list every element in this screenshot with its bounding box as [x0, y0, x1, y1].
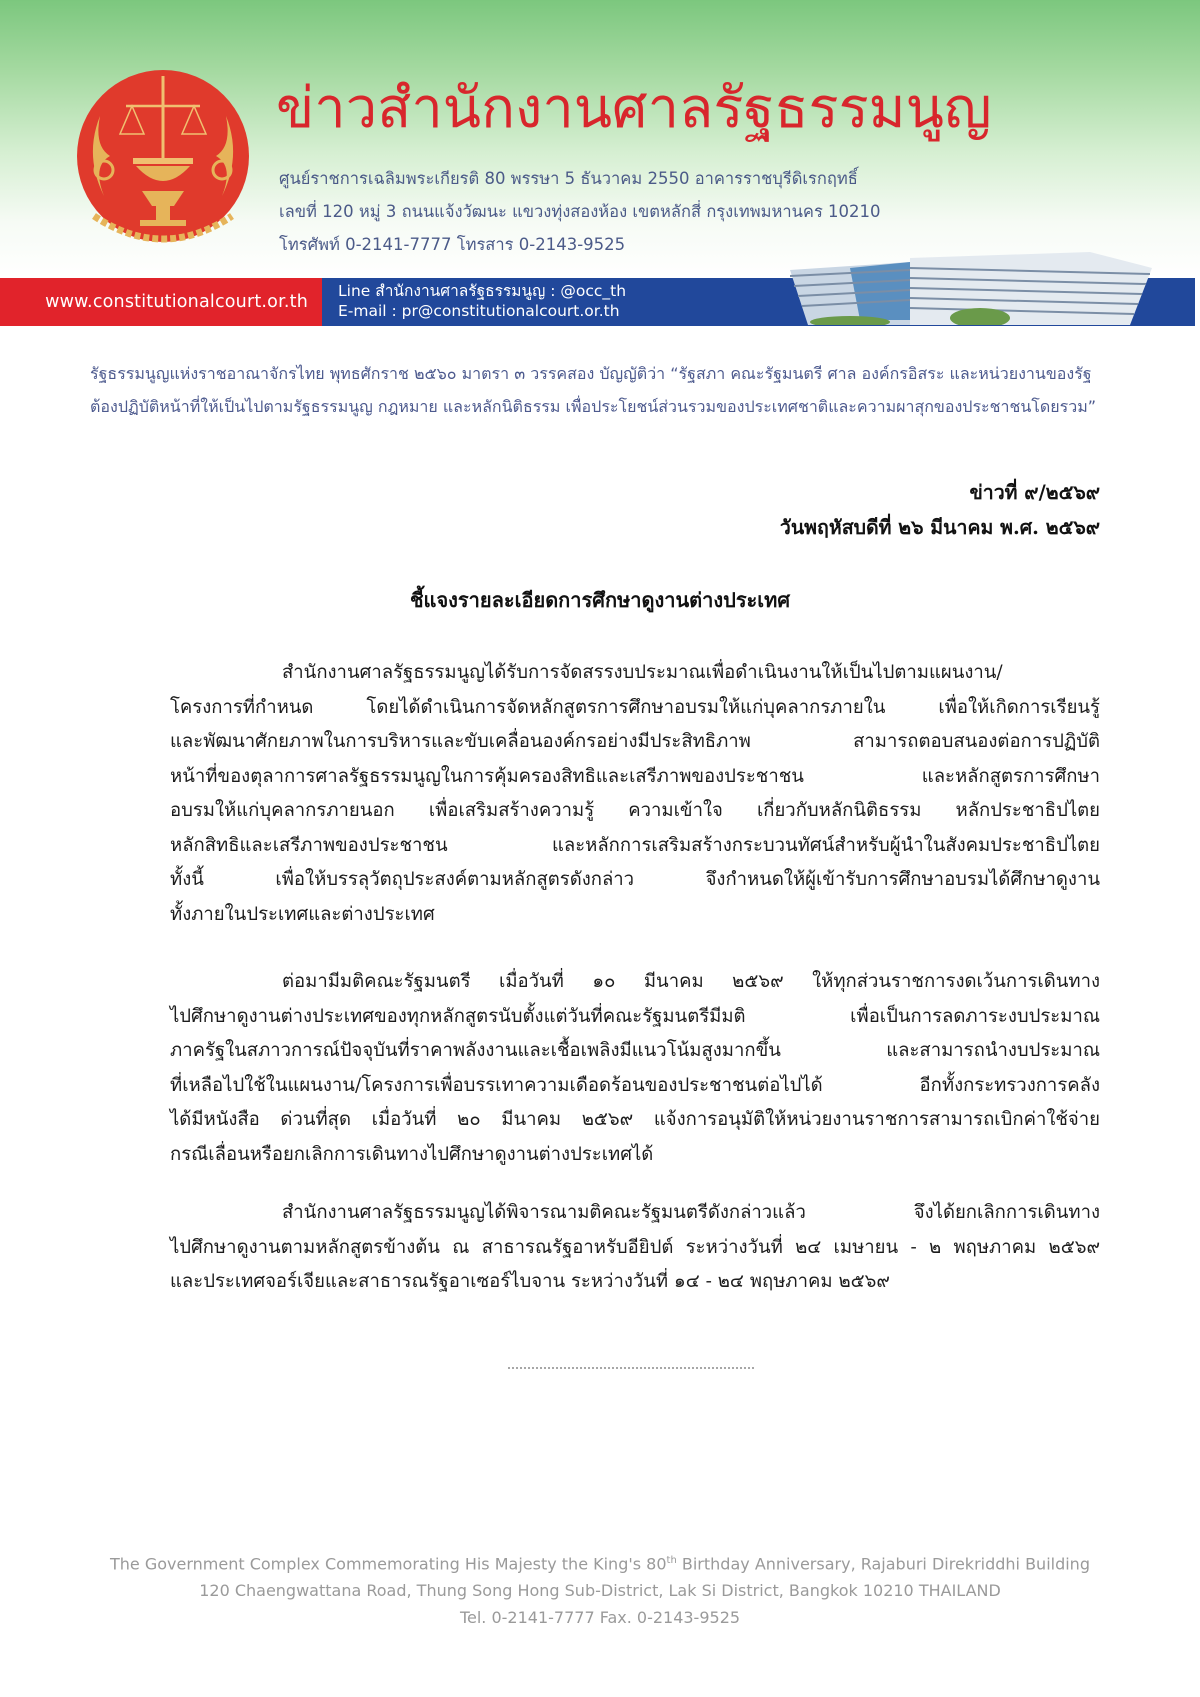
paragraph-line: ทั้งนี้ เพื่อให้บรรลุวัตถุประสงค์ตามหลักสูตรดังกล่าว จึงกำหนดให้ผู้เข้ารับการศึกษาอบรมได้ศึกษาดูงาน: [170, 869, 1100, 890]
paragraph-line: กรณีเลื่อนหรือยกเลิกการเดินทางไปศึกษาดูงานต่างประเทศได้: [170, 1143, 654, 1165]
banner-title: ข่าวสำนักงานศาลรัฐธรรมนูญ: [276, 76, 992, 141]
paragraph-line: และประเทศจอร์เจียและสาธารณรัฐอาเซอร์ไบจาน ระหว่างวันที่ ๑๔ - ๒๔ พฤษภาคม ๒๕๖๙: [170, 1271, 890, 1292]
news-meta: [780, 475, 1100, 545]
paragraph-line: ต่อมามีมติคณะรัฐมนตรี เมื่อวันที่ ๑๐ มีนาคม ๒๕๖๙ ให้ทุกส่วนราชการงดเว้นการเดินทาง: [282, 971, 1100, 992]
constitution-quote: [90, 357, 1120, 423]
address-line: เลขที่ 120 หมู่ 3 ถนนแจ้งวัฒนะ แขวงทุ่งสองห้อง เขตหลักสี่ กรุงเทพมหานคร 10210: [279, 202, 881, 221]
paragraph-line: ได้มีหนังสือ ด่วนที่สุด เมื่อวันที่ ๒๐ มีนาคม ๒๕๖๙ แจ้งการอนุมัติให้หน่วยงานราชการสามารถเบิกค่าใช้จ่าย: [170, 1109, 1100, 1130]
end-of-document-divider: [508, 1367, 754, 1369]
paragraph-line: หลักสิทธิและเสรีภาพของประชาชน และหลักการเสริมสร้างกระบวนทัศน์สำหรับผู้นำในสังคมประชาธิปไตย: [170, 834, 1100, 856]
header-banner: [0, 0, 1200, 278]
paragraph-line: อบรมให้แก่บุคลากรภายนอก เพื่อเสริมสร้างความรู้ ความเข้าใจ เกี่ยวกับหลักนิติธรรม หลักประชาธิปไตย: [170, 800, 1100, 821]
website-bar: [0, 278, 322, 326]
news-date: วันพฤหัสบดีที่ ๒๖ มีนาคม พ.ศ. ๒๕๖๙: [779, 516, 1100, 539]
constitutional-court-emblem-icon: [70, 66, 256, 252]
paragraph-line: สำนักงานศาลรัฐธรรมนูญได้พิจารณามติคณะรัฐมนตรีดังกล่าวแล้ว จึงได้ยกเลิกการเดินทาง: [282, 1202, 1100, 1223]
paragraph-line: ที่เหลือไปใช้ในแผนงาน/โครงการเพื่อบรรเทาความเดือดร้อนของประชาชนต่อไปได้ อีกทั้งกระทรวงการคลัง: [170, 1074, 1100, 1096]
footer-text: The Government Complex Commemorating His Majesty the King's 80: [110, 1554, 667, 1574]
address-line: โทรศัพท์ 0-2141-7777 โทรสาร 0-2143-9525: [279, 235, 626, 254]
paragraph-line: หน้าที่ของตุลาการศาลรัฐธรรมนูญในการคุ้มครองสิทธิและเสรีภาพของประชาชน และหลักสูตรการศึกษา: [170, 765, 1100, 787]
court-building-icon: [790, 240, 1152, 325]
footer-line-3: Tel. 0-2141-7777 Fax. 0-2143-9525: [459, 1608, 741, 1628]
footer-text: Birthday Anniversary, Rajaburi Direkriddhi Building: [676, 1554, 1090, 1574]
email-contact[interactable]: E-mail : pr@constitutionalcourt.or.th: [338, 302, 620, 320]
quote-line: ต้องปฏิบัติหน้าที่ให้เป็นไปตามรัฐธรรมนูญ กฎหมาย และหลักนิติธรรม เพื่อประโยชน์ส่วนรวมของประเทศชาติและความผาสุกของประชาชนโดยรวม”: [90, 397, 1097, 416]
paragraph-2: [170, 965, 1100, 1172]
address-line: ศูนย์ราชการเฉลิมพระเกียรติ 80 พรรษา 5 ธันวาคม 2550 อาคารราชบุรีดิเรกฤทธิ์: [279, 169, 858, 188]
quote-line: รัฐธรรมนูญแห่งราชอาณาจักรไทย พุทธศักราช ๒๕๖๐ มาตรา ๓ วรรคสอง บัญญัติว่า “รัฐสภา คณะรัฐมนตรี ศาล องค์กรอิสระ และหน่วยงานของรัฐ: [90, 364, 1092, 383]
footer-sup: th: [666, 1555, 677, 1566]
footer-address: [0, 1547, 1200, 1631]
paragraph-line: สำนักงานศาลรัฐธรรมนูญได้รับการจัดสรรงบประมาณเพื่อดำเนินงานให้เป็นไปตามแผนงาน/: [282, 662, 1003, 683]
paragraph-line: ภาครัฐในสภาวการณ์ปัจจุบันที่ราคาพลังงานและเชื้อเพลิงมีแนวโน้มสูงมากขึ้น และสามารถนำงบประมาณ: [170, 1040, 1100, 1061]
footer-line-1: [0, 1547, 1200, 1577]
paragraph-line: ไปศึกษาดูงานต่างประเทศของทุกหลักสูตรนับตั้งแต่วันที่คณะรัฐมนตรีมีมติ เพื่อเป็นการลดภาระงบประมาณ: [170, 1005, 1100, 1027]
paragraph-line: และพัฒนาศักยภาพในการบริหารและขับเคลื่อนองค์กรอย่างมีประสิทธิภาพ สามารถตอบสนองต่อการปฏิบัติ: [170, 731, 1100, 752]
paragraph-line: โครงการที่กำหนด โดยได้ดำเนินการจัดหลักสูตรการศึกษาอบรมให้แก่บุคลากรภายใน เพื่อให้เกิดการเรียนรู้: [170, 696, 1100, 718]
website-link[interactable]: www.constitutionalcourt.or.th: [45, 292, 308, 312]
paragraph-3: [170, 1196, 1100, 1300]
paragraph-line: ไปศึกษาดูงานตามหลักสูตรข้างต้น ณ สาธารณรัฐอาหรับอียิปต์ ระหว่างวันที่ ๒๔ เมษายน - ๒ พฤษภาคม ๒๕๖๙: [170, 1236, 1100, 1258]
news-number: ข่าวที่ ๙/๒๕๖๙: [969, 481, 1100, 504]
line-contact: Line สำนักงานศาลรัฐธรรมนูญ : @occ_th: [338, 282, 627, 300]
document-title: ชี้แจงรายละเอียดการศึกษาดูงานต่างประเทศ: [409, 588, 791, 612]
paragraph-1: [170, 656, 1100, 932]
footer-line-2: 120 Chaengwattana Road, Thung Song Hong Sub-District, Lak Si District, Bangkok 10210 THAILAND: [199, 1581, 1001, 1601]
paragraph-line: ทั้งภายในประเทศและต่างประเทศ: [170, 903, 435, 925]
